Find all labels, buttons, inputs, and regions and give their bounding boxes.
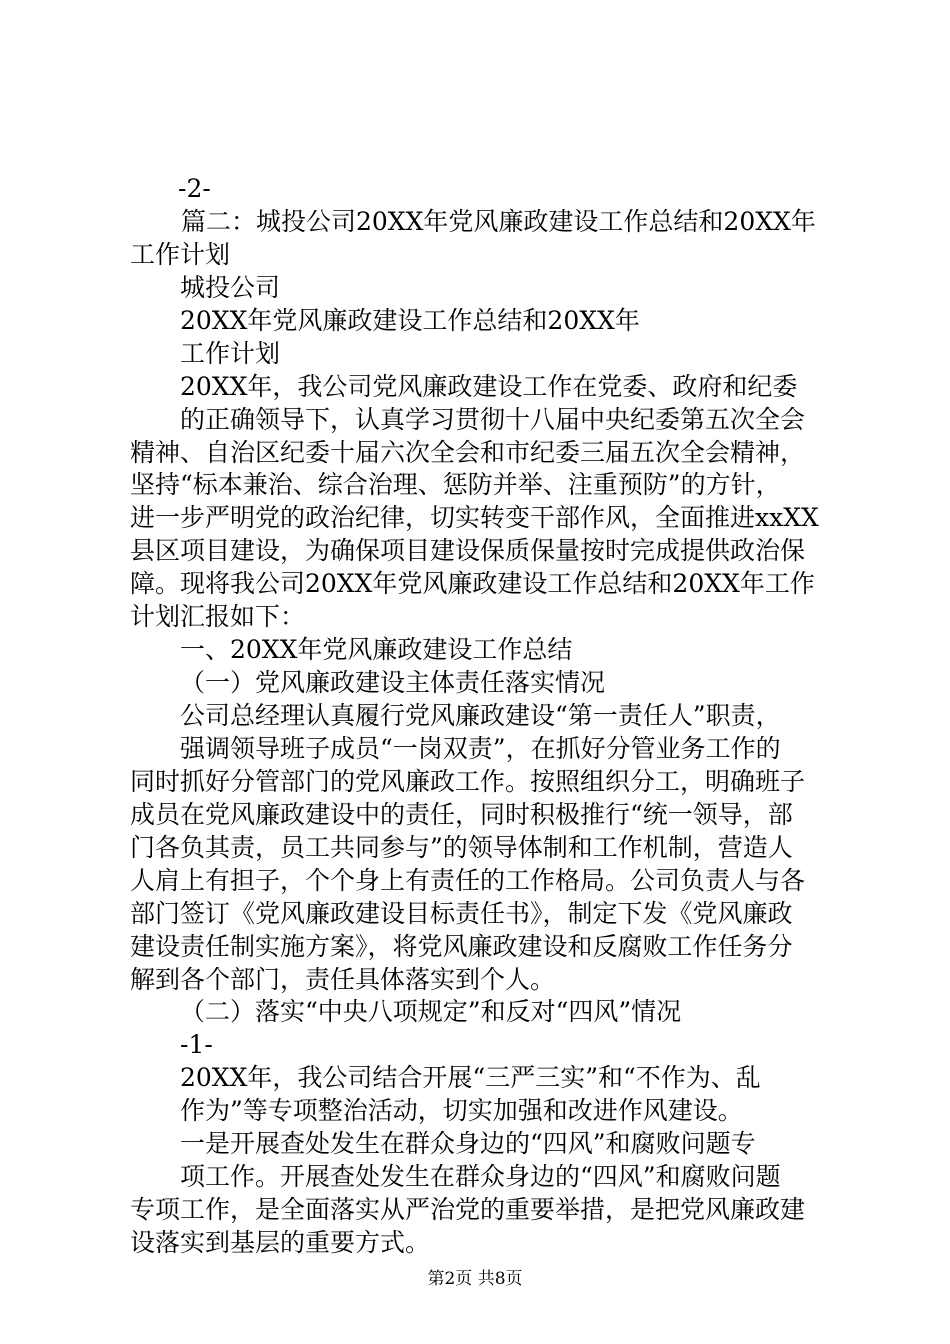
page-footer: 第2页 共8页	[427, 1269, 523, 1289]
paragraph-line: 专项工作，是全面落实从严治党的重要举措，是把党风廉政建	[130, 1195, 806, 1224]
paragraph-line: 设落实到基层的重要方式。	[130, 1228, 431, 1257]
paragraph-line: 强调领导班子成员“一岗双责”，在抓好分管业务工作的	[180, 734, 781, 763]
page-marker-top: -2-	[178, 174, 211, 203]
organization-name: 城投公司	[180, 273, 281, 302]
paragraph-line: 作为”等专项整治活动，切实加强和改进作风建设。	[180, 1096, 743, 1125]
paragraph-line: 县区项目建设，为确保项目建设保质保量按时完成提供政治保	[130, 536, 806, 565]
paragraph-line: 人肩上有担子，个个身上有责任的工作格局。公司负责人与各	[130, 866, 806, 895]
report-title-line-1: 20XX年党风廉政建设工作总结和20XX年	[180, 306, 640, 335]
paragraph-line: 公司总经理认真履行党风廉政建设“第一责任人”职责，	[180, 701, 781, 730]
subheading-eight-rules: （二）落实“中央八项规定”和反对“四风”情况	[180, 997, 682, 1026]
paragraph-line: 一是开展查处发生在群众身边的“四风”和腐败问题专	[180, 1129, 756, 1158]
paragraph-line: 成员在党风廉政建设中的责任，同时积极推行“统一领导，部	[130, 800, 793, 829]
paragraph-line: 进一步严明党的政治纪律，切实转变干部作风，全面推进xxXX	[130, 503, 819, 532]
paragraph-line: 精神、自治区纪委十届六次全会和市纪委三届五次全会精神，	[130, 438, 806, 467]
paragraph-line: 部门签订《党风廉政建设目标责任书》，制定下发《党风廉政	[130, 899, 793, 928]
heading-summary: 一、20XX年党风廉政建设工作总结	[180, 635, 573, 664]
paragraph-line: 的正确领导下，认真学习贯彻十八届中央纪委第五次全会	[180, 405, 806, 434]
section-title-line-2: 工作计划	[130, 240, 231, 269]
paragraph-line: 坚持“标本兼治、综合治理、惩防并举、注重预防”的方针，	[130, 470, 781, 499]
paragraph-line: 20XX年，我公司结合开展“三严三实”和“不作为、乱	[180, 1063, 761, 1092]
page-marker-middle: -1-	[180, 1030, 213, 1059]
paragraph-line: 项工作。开展查处发生在群众身边的“四风”和腐败问题	[180, 1162, 781, 1191]
paragraph-line: 障。现将我公司20XX年党风廉政建设工作总结和20XX年工作	[130, 569, 815, 598]
section-title-line-1: 篇二：城投公司20XX年党风廉政建设工作总结和20XX年	[181, 207, 816, 236]
paragraph-line: 门各负其责，员工共同参与”的领导体制和工作机制，营造人	[130, 833, 793, 862]
paragraph-line: 同时抓好分管部门的党风廉政工作。按照组织分工，明确班子	[130, 767, 806, 796]
subheading-responsibility: （一）党风廉政建设主体责任落实情况	[180, 668, 606, 697]
paragraph-line: 解到各个部门，责任具体落实到个人。	[130, 965, 556, 994]
report-title-line-2: 工作计划	[180, 339, 281, 368]
paragraph-line: 建设责任制实施方案》，将党风廉政建设和反腐败工作任务分	[130, 932, 793, 961]
paragraph-line: 20XX年，我公司党风廉政建设工作在党委、政府和纪委	[180, 372, 798, 401]
paragraph-line: 计划汇报如下：	[130, 602, 306, 631]
